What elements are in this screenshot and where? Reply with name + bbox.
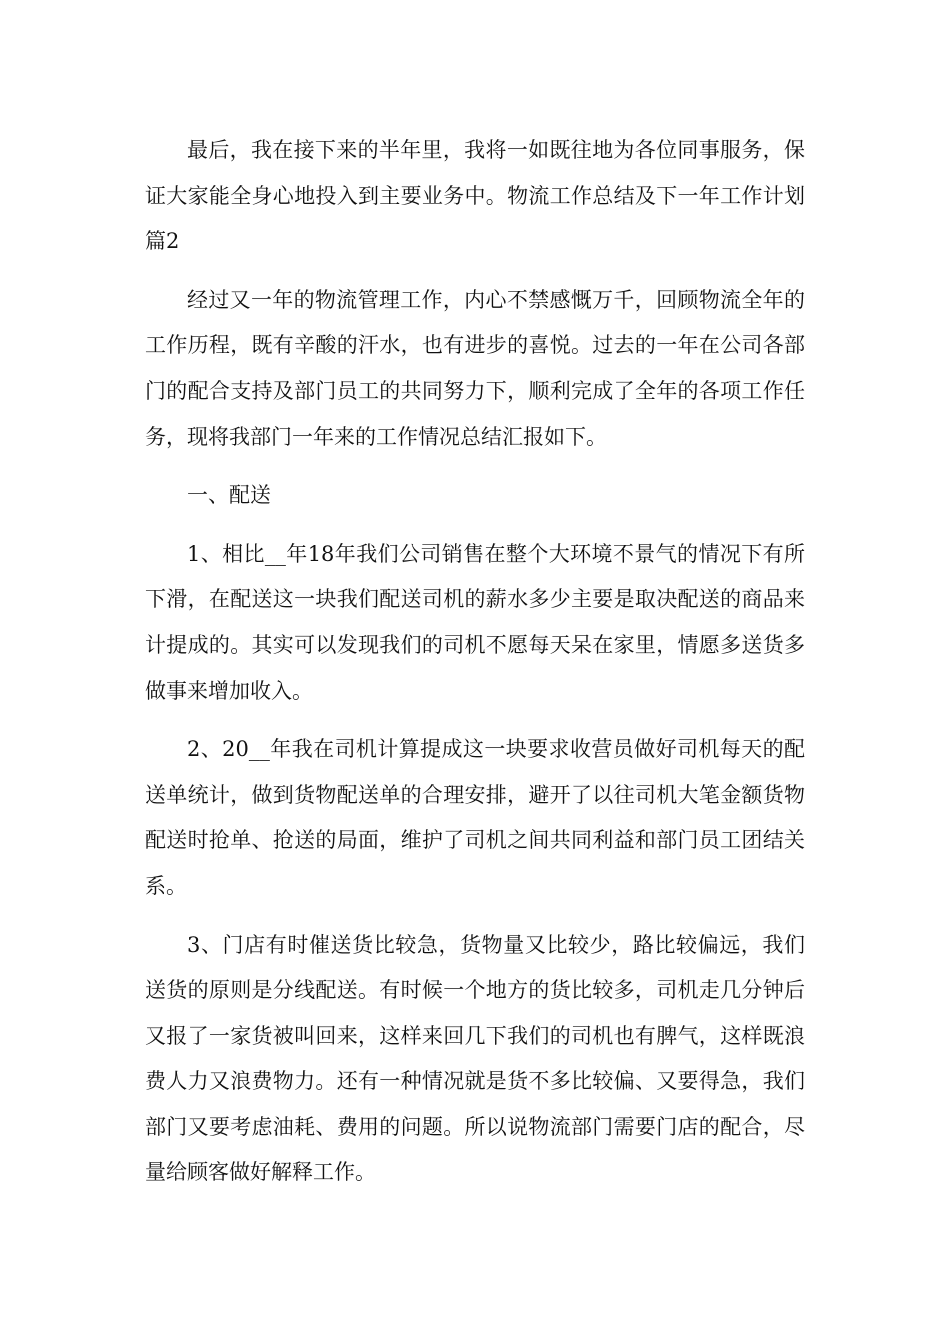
paragraph-item-2: 2、20__年我在司机计算提成这一块要求收营员做好司机每天的配送单统计，做到货物配送单的合理安排，避开了以往司机大笔金额货物配送时抢单、抢送的局面，维护了司机之间共同利益和部门员工团结关系。 [145, 737, 805, 898]
paragraph-item-3: 3、门店有时催送货比较急，货物量又比较少，路比较偏远，我们送货的原则是分线配送。有时候一个地方的货比较多，司机走几分钟后又报了一家货被叫回来，这样来回几下我们的司机也有脾气，这样既浪费人力又浪费物力。还有一种情况就是货不多比较偏、又要得急，我们部门又要考虑油耗、费用的问题。所以说物流部门需要门店的配合，尽量给顾客做好解释工作。 [145, 932, 805, 1185]
document-page [145, 128, 805, 1196]
paragraph-item-1: 1、相比__年18年我们公司销售在整个大环境不景气的情况下有所下滑，在配送这一块我们配送司机的薪水多少主要是取决配送的商品来计提成的。其实可以发现我们的司机不愿每天呆在家里，情愿多送货多做事来增加收入。 [145, 541, 805, 703]
section-heading-delivery: 一、配送 [187, 483, 271, 508]
paragraph-closing: 最后，我在接下来的半年里，我将一如既往地为各位同事服务，保证大家能全身心地投入到主要业务中。物流工作总结及下一年工作计划篇2 [145, 138, 805, 254]
paragraph-intro: 经过又一年的物流管理工作，内心不禁感慨万千，回顾物流全年的工作历程，既有辛酸的汗水，也有进步的喜悦。过去的一年在公司各部门的配合支持及部门员工的共同努力下，顺利完成了全年的各项工作任务，现将我部门一年来的工作情况总结汇报如下。 [145, 287, 805, 449]
